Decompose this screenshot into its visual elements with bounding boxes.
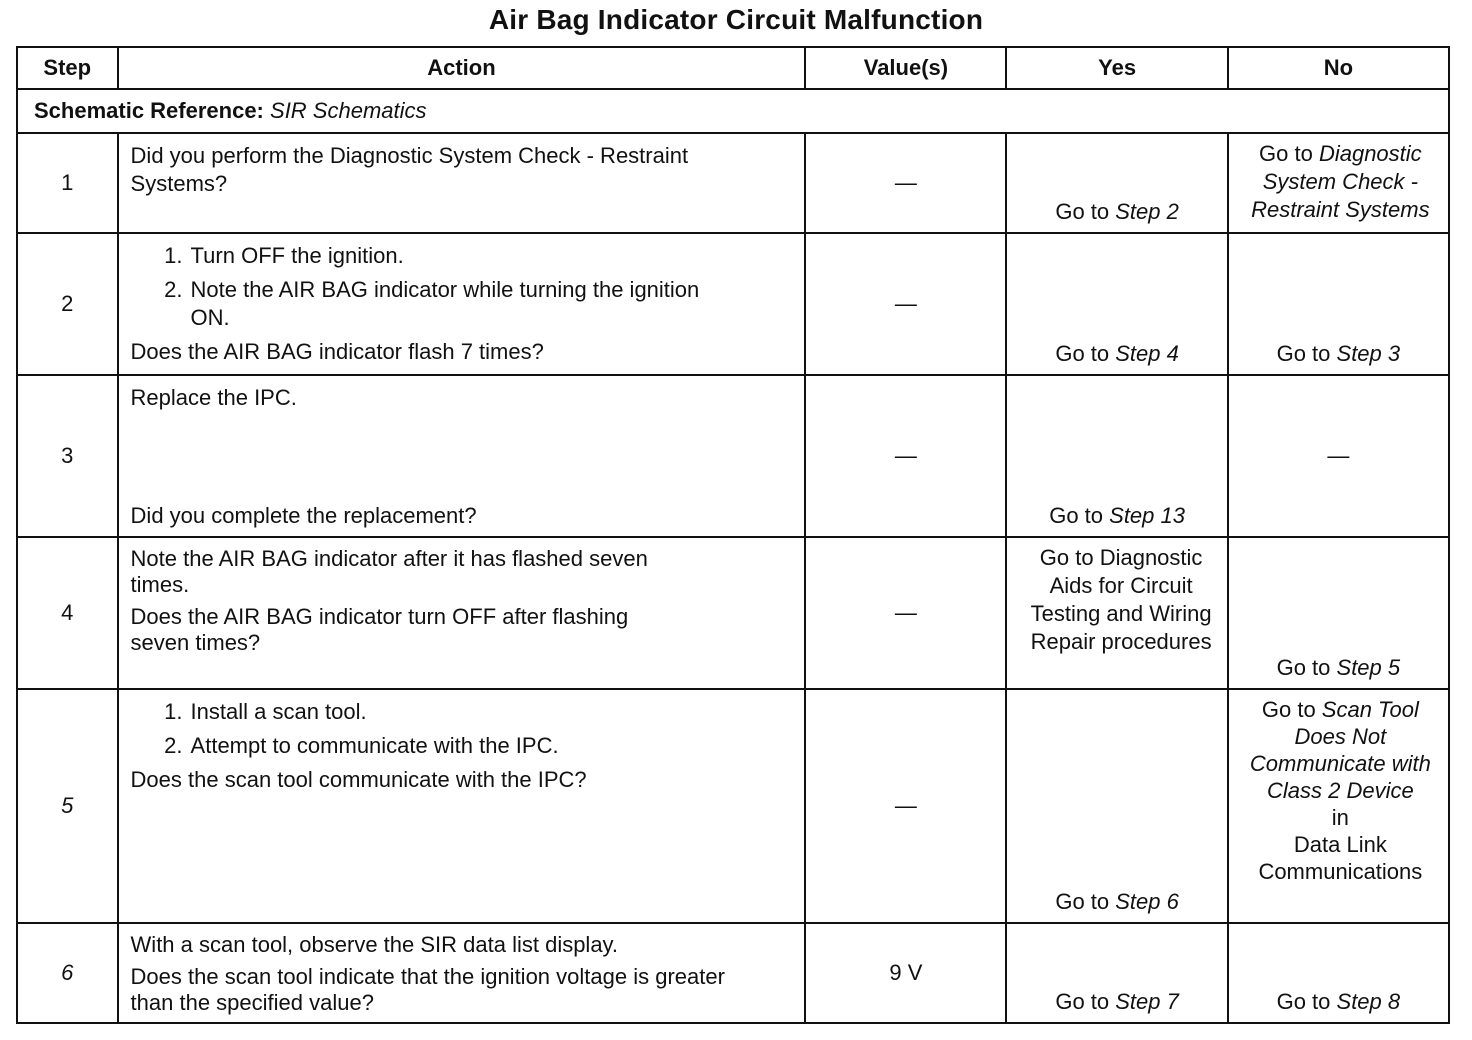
yes-cell[interactable]: Go to Diagnostic Aids for Circuit Testing and Wiring Repair procedures bbox=[1006, 537, 1227, 689]
value-cell: — bbox=[805, 133, 1006, 233]
schematic-row bbox=[17, 89, 1449, 133]
yes-cell bbox=[1006, 923, 1227, 1023]
no-link[interactable]: Step 5 bbox=[1336, 655, 1401, 680]
no-link[interactable]: Step 8 bbox=[1336, 989, 1401, 1014]
header-row bbox=[17, 47, 1449, 89]
no-prefix: Go to bbox=[1261, 697, 1322, 722]
no-cell bbox=[1228, 537, 1449, 689]
action-list bbox=[131, 698, 793, 760]
yes-cell bbox=[1006, 689, 1227, 923]
yes-link[interactable]: Step 6 bbox=[1115, 889, 1179, 914]
yes-link[interactable]: Step 4 bbox=[1115, 341, 1179, 366]
step-number: 2 bbox=[17, 233, 118, 375]
no-link[interactable]: Diagnostic System Check - Restraint Systems bbox=[1251, 141, 1430, 222]
value-cell: — bbox=[805, 233, 1006, 375]
table-row bbox=[17, 375, 1449, 537]
yes-cell bbox=[1006, 233, 1227, 375]
list-item: 2. Attempt to communicate with the IPC. bbox=[189, 732, 793, 760]
action-text: With a scan tool, observe the SIR data list display. bbox=[130, 932, 619, 957]
yes-cell bbox=[1006, 375, 1227, 537]
yes-link[interactable]: Step 2 bbox=[1115, 199, 1179, 224]
no-cell: — bbox=[1228, 375, 1449, 537]
value-cell: 9 V bbox=[805, 923, 1006, 1023]
action-cell bbox=[118, 923, 806, 1023]
action-cell bbox=[118, 375, 806, 537]
step-number: 1 bbox=[17, 133, 118, 233]
no-cell bbox=[1228, 689, 1449, 923]
no-cell bbox=[1228, 233, 1449, 375]
no-cell bbox=[1228, 923, 1449, 1023]
header-value: Value(s) bbox=[805, 47, 1006, 89]
yes-prefix: Go to bbox=[1049, 503, 1110, 528]
action-question: Does the scan tool communicate with the IPC? bbox=[130, 767, 587, 792]
table-row bbox=[17, 689, 1449, 923]
no-prefix: Go to bbox=[1276, 655, 1337, 680]
yes-prefix: Go to bbox=[1055, 989, 1116, 1014]
schematic-label: Schematic Reference: bbox=[34, 98, 264, 123]
yes-prefix: Go to bbox=[1055, 889, 1116, 914]
action-cell bbox=[118, 133, 806, 233]
value-cell: — bbox=[805, 537, 1006, 689]
no-prefix: Go to bbox=[1276, 989, 1337, 1014]
action-question: Does the AIR BAG indicator turn OFF after flashing seven times? bbox=[130, 604, 629, 655]
yes-link[interactable]: Step 13 bbox=[1109, 503, 1185, 528]
table-row bbox=[17, 133, 1449, 233]
action-cell bbox=[118, 233, 806, 375]
schematic-reference bbox=[17, 89, 1449, 133]
table-row bbox=[17, 537, 1449, 689]
no-suffix-section[interactable]: Data Link Communications bbox=[1258, 832, 1423, 884]
action-text: Did you perform the Diagnostic System Check - Restraint Systems? bbox=[130, 143, 689, 196]
step-number: 4 bbox=[17, 537, 118, 689]
header-no: No bbox=[1228, 47, 1449, 89]
action-cell bbox=[118, 537, 806, 689]
action-cell bbox=[118, 689, 806, 923]
schematic-link[interactable]: SIR Schematics bbox=[270, 98, 427, 123]
no-link[interactable]: Step 3 bbox=[1336, 341, 1401, 366]
no-prefix: Go to bbox=[1276, 341, 1337, 366]
yes-cell bbox=[1006, 133, 1227, 233]
step-number: 5 bbox=[17, 689, 118, 923]
value-cell: — bbox=[805, 375, 1006, 537]
table-row bbox=[17, 233, 1449, 375]
no-prefix: Go to bbox=[1259, 141, 1319, 166]
header-yes: Yes bbox=[1006, 47, 1227, 89]
action-question: Does the AIR BAG indicator flash 7 times? bbox=[130, 339, 544, 364]
action-question: Did you complete the replacement? bbox=[130, 503, 477, 528]
action-text: Replace the IPC. bbox=[130, 385, 297, 410]
value-cell: — bbox=[805, 689, 1006, 923]
header-step: Step bbox=[17, 47, 118, 89]
no-suffix-in: in bbox=[1331, 805, 1349, 830]
list-item: 2. Note the AIR BAG indicator while turning the ignition ON. bbox=[189, 276, 793, 332]
diagnostic-table bbox=[16, 46, 1450, 1024]
list-item: 1. Turn OFF the ignition. bbox=[189, 242, 793, 270]
no-cell bbox=[1228, 133, 1449, 233]
no-link[interactable]: Scan Tool Does Not Communicate with Class 2 Device bbox=[1249, 697, 1431, 803]
page-title: Air Bag Indicator Circuit Malfunction bbox=[488, 4, 984, 35]
yes-prefix: Go to bbox=[1055, 341, 1116, 366]
action-list bbox=[131, 242, 793, 332]
table-row bbox=[17, 923, 1449, 1023]
header-action: Action bbox=[118, 47, 806, 89]
step-number: 3 bbox=[17, 375, 118, 537]
yes-prefix: Go to bbox=[1055, 199, 1116, 224]
step-number: 6 bbox=[17, 923, 118, 1023]
yes-link[interactable]: Step 7 bbox=[1115, 989, 1179, 1014]
list-item: 1. Install a scan tool. bbox=[189, 698, 793, 726]
action-text: Note the AIR BAG indicator after it has flashed seven times. bbox=[130, 546, 648, 597]
action-question: Does the scan tool indicate that the ignition voltage is greater than the specified value? bbox=[130, 964, 725, 1015]
